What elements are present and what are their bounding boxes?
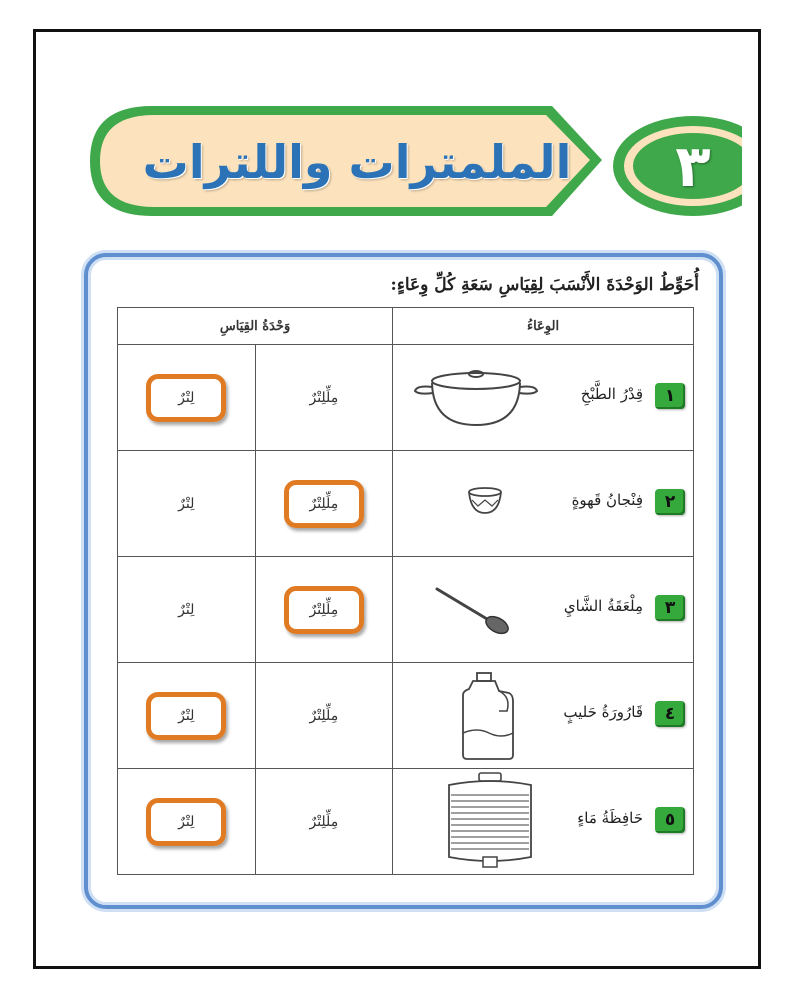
unit-ml-option[interactable]: مِلِّلِتْرٌ xyxy=(309,707,339,724)
instruction-text: أُحَوِّطُ الوَحْدَةَ الأَنْسَبَ لِقِيَاسِ سَعَةِ كُلِّ وِعَاءٍ: xyxy=(390,275,699,295)
unit-cell-ml[interactable] xyxy=(255,663,393,769)
container-cell xyxy=(393,345,694,451)
container-name: قِدْرُ الطَّبْخِ xyxy=(580,385,643,403)
unit-cell-l[interactable] xyxy=(118,557,256,663)
unit-cell-ml[interactable] xyxy=(255,345,393,451)
table-row xyxy=(118,451,694,557)
lesson-title: الملمترات واللترات xyxy=(142,135,572,189)
unit-l-option-circled[interactable]: لِتْرٌ xyxy=(146,374,226,422)
unit-ml-option[interactable]: مِلِّلِتْرٌ xyxy=(309,389,339,406)
container-cell xyxy=(393,663,694,769)
row-number-badge: ٢ xyxy=(655,489,685,515)
row-number-badge: ٤ xyxy=(655,701,685,727)
unit-l-option-circled[interactable]: لِتْرٌ xyxy=(146,798,226,846)
unit-l-option-circled[interactable]: لِتْرٌ xyxy=(146,692,226,740)
lesson-number: ٣ xyxy=(675,132,711,200)
teaspoon-icon xyxy=(433,585,513,635)
unit-cell-ml[interactable] xyxy=(255,769,393,875)
container-cell xyxy=(393,451,694,557)
cooking-pot-icon xyxy=(411,367,541,431)
row-number-badge: ٣ xyxy=(655,595,685,621)
unit-l-option[interactable]: لِتْرٌ xyxy=(178,495,195,512)
exercise-panel xyxy=(84,253,723,909)
container-cell xyxy=(393,769,694,875)
container-name: حَافِظَةُ مَاءٍ xyxy=(577,809,643,827)
unit-ml-option-circled[interactable]: مِلِّلِتْرٌ xyxy=(284,480,364,528)
unit-ml-option[interactable]: مِلِّلِتْرٌ xyxy=(309,813,339,830)
coffee-cup-icon xyxy=(465,487,505,517)
units-table xyxy=(117,307,694,875)
container-name: مِلْعَقَةُ الشَّايِ xyxy=(563,597,643,615)
table-row xyxy=(118,663,694,769)
milk-bottle-icon xyxy=(459,671,519,763)
unit-cell-ml[interactable] xyxy=(255,557,393,663)
unit-ml-option-circled[interactable]: مِلِّلِتْرٌ xyxy=(284,586,364,634)
water-tank-icon xyxy=(443,771,537,871)
row-number-badge: ٥ xyxy=(655,807,685,833)
table-row xyxy=(118,557,694,663)
unit-cell-ml[interactable] xyxy=(255,451,393,557)
unit-cell-l[interactable] xyxy=(118,345,256,451)
unit-cell-l[interactable] xyxy=(118,769,256,875)
container-name: قَارُورَةُ حَليبٍ xyxy=(563,703,643,721)
lesson-banner xyxy=(82,98,742,224)
unit-cell-l[interactable] xyxy=(118,663,256,769)
unit-cell-l[interactable] xyxy=(118,451,256,557)
container-cell xyxy=(393,557,694,663)
unit-l-option[interactable]: لِتْرٌ xyxy=(178,601,195,618)
table-row xyxy=(118,769,694,875)
header-unit: وَحْدَةُ القِيَاسِ xyxy=(118,308,393,345)
row-number-badge: ١ xyxy=(655,383,685,409)
header-container: الوِعَاءُ xyxy=(393,308,694,345)
container-name: فِنْجانُ قَهوةٍ xyxy=(571,491,643,509)
table-row xyxy=(118,345,694,451)
